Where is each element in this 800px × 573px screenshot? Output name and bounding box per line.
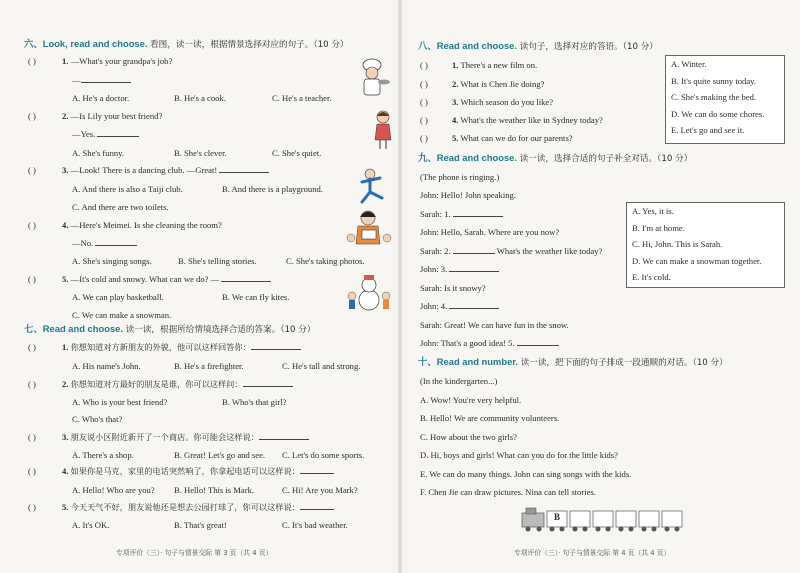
cook-picture	[356, 56, 392, 100]
answer-paren[interactable]: ( )	[28, 379, 36, 389]
q6-3-opt-b: B. And there is a playground.	[222, 184, 323, 194]
q6-1-answer: —	[72, 75, 131, 86]
q6-5-opt-b: B. We can fly kites.	[222, 292, 290, 302]
q6-2-answer: —Yes.	[72, 129, 139, 140]
q6-2-opt-c: C. She's quiet.	[272, 148, 322, 158]
train-first-letter: B	[554, 512, 561, 522]
sec10-item-e: E. We can do many things. John can sing songs with the kids.	[420, 469, 632, 479]
sec8-heading: 八、Read and choose. 读句子，选择对应的答语。（10 分）	[418, 40, 658, 52]
answer-blank[interactable]	[449, 301, 499, 309]
dialog-line: Sarah: 2. What's the weather like today?	[420, 246, 603, 256]
q6-4: 4. —Here's Meimei. Is she cleaning the room?	[62, 220, 222, 230]
dialog-line: John: That's a good idea! 5.	[420, 338, 559, 349]
dancing-picture	[352, 166, 392, 204]
dialog-line: John: Hello, Sarah. Where are you now?	[420, 227, 560, 237]
sec8-opt-a: A. Winter.	[671, 59, 707, 69]
train-answer-boxes	[520, 505, 690, 533]
sec8-opt-b: B. It's quite sunny today.	[671, 75, 757, 86]
girl-telling-stories-picture	[346, 208, 392, 250]
answer-blank[interactable]	[449, 264, 499, 272]
q8-1: 1. There's a new film on.	[452, 60, 538, 70]
answer-paren[interactable]: ( )	[28, 466, 36, 476]
answer-blank[interactable]	[243, 379, 293, 387]
sec9-intro: (The phone is ringing.)	[420, 172, 500, 182]
q6-2-opt-b: B. She's clever.	[174, 148, 227, 158]
answer-paren[interactable]: ( )	[28, 342, 36, 352]
answer-blank[interactable]	[97, 129, 139, 137]
q7-1-opt-b: B. He's a firefighter.	[174, 361, 244, 371]
q6-1: 1. —What's your grandpa's job?	[62, 56, 173, 66]
footer-left: 专项评价（三）· 句子与情景交际 第 3 页（共 4 页）	[116, 549, 273, 557]
answer-paren[interactable]: ( )	[28, 165, 36, 175]
answer-paren[interactable]: ( )	[28, 432, 36, 442]
sec10-item-d: D. Hi, boys and girls! What can you do for the little kids?	[420, 450, 618, 460]
q7-3-opt-a: A. There's a shop.	[72, 450, 134, 460]
q7-3: 3. 朋友说小区附近新开了一个商店。你可能会这样说：	[62, 432, 309, 443]
answer-blank[interactable]	[95, 238, 137, 246]
answer-blank[interactable]	[259, 432, 309, 440]
q7-2: 2. 你想知道对方最好的朋友是谁，你可以这样问：	[62, 379, 293, 390]
answer-paren[interactable]: ( )	[420, 115, 428, 125]
answer-blank[interactable]	[300, 466, 334, 474]
sec9-opt-e: E. It's cold.	[632, 272, 671, 282]
q7-1-opt-a: A. His name's John.	[72, 361, 141, 371]
answer-blank[interactable]	[517, 338, 559, 346]
answer-blank[interactable]	[453, 209, 503, 217]
q6-4-answer: —No.	[72, 238, 137, 249]
q6-4-opt-c: C. She's taking photos.	[286, 256, 365, 266]
answer-blank[interactable]	[251, 342, 301, 350]
q7-1: 1. 你想知道对方新朋友的外貌，他可以这样回答你：	[62, 342, 301, 353]
q6-1-opt-a: A. He's a doctor.	[72, 93, 130, 103]
dialog-line: Sarah: Is it snowy?	[420, 283, 486, 293]
sec8-opt-d: D. We can do some chores.	[671, 108, 765, 119]
answer-paren[interactable]: ( )	[420, 79, 428, 89]
q8-5: 5. What can we do for our parents?	[452, 133, 573, 143]
q7-4-opt-b: B. Hello! This is Mark.	[174, 485, 255, 495]
q7-2-opt-b: B. Who's that girl?	[222, 397, 287, 407]
q7-5: 5. 今天天气不好，朋友说他还是想去公园打球了，你可以这样说：	[62, 502, 334, 513]
answer-paren[interactable]: ( )	[28, 502, 36, 512]
sec10-item-c: C. How about the two girls?	[420, 432, 517, 442]
q7-5-opt-a: A. It's OK.	[72, 520, 110, 530]
answer-blank[interactable]	[453, 246, 495, 254]
q6-1-opt-b: B. He's a cook.	[174, 93, 226, 103]
sec9-opt-d: D. We can make a snowman together.	[632, 255, 762, 266]
q7-4: 4. 如果你是马克，家里的电话突然响了，你拿起电话可以这样说：	[62, 466, 334, 477]
sec10-intro: (In the kindergarten...)	[420, 376, 498, 386]
answer-paren[interactable]: ( )	[28, 220, 36, 230]
sec7-heading: 七、Read and choose. 读一读，根据所给情境选择合适的答案。（10 分）	[24, 323, 316, 335]
answer-paren[interactable]: ( )	[28, 111, 36, 121]
answer-blank[interactable]	[221, 274, 271, 282]
dialog-line: John: Hello! John speaking.	[420, 190, 516, 200]
q7-4-opt-a: A. Hello! Who are you?	[72, 485, 155, 495]
q8-3: 3. Which season do you like?	[452, 97, 554, 107]
q7-5-opt-b: B. That's great!	[174, 520, 227, 530]
q7-1-opt-c: C. He's tall and strong.	[282, 361, 361, 371]
answer-blank[interactable]	[219, 165, 269, 173]
q7-2-opt-c: C. Who's that?	[72, 414, 123, 424]
sec8-opt-c: C. She's making the bed.	[671, 92, 757, 102]
sec9-options-box	[626, 202, 785, 288]
sec9-opt-a: A. Yes, it is.	[632, 206, 674, 216]
answer-paren[interactable]: ( )	[420, 97, 428, 107]
q6-3-opt-c: C. And there are two toilets.	[72, 202, 169, 212]
q7-3-opt-c: C. Let's do some sports.	[282, 450, 365, 460]
sec10-heading: 十、Read and number. 读一读，把下面的句子排成一段通顺的对话。（10 分）	[418, 356, 728, 368]
q6-5-opt-a: A. We can play basketball.	[72, 292, 164, 302]
q6-3-opt-a: A. And there is also a Taiji club.	[72, 184, 183, 194]
q6-2-opt-a: A. She's funny.	[72, 148, 125, 158]
answer-paren[interactable]: ( )	[420, 60, 428, 70]
dialog-line: Sarah: 1.	[420, 209, 503, 220]
sec10-item-f: F. Chen Jie can draw pictures. Nina can tell stories.	[420, 487, 596, 497]
sec10-item-a: A. Wow! You're very helpful.	[420, 395, 522, 405]
q8-2: 2. What is Chen Jie doing?	[452, 79, 545, 89]
sec9-opt-b: B. I'm at home.	[632, 222, 685, 233]
sec6-heading: 六、Look, read and choose. 看图，读一读，根据情景选择对应的句子。（10 分）	[24, 38, 349, 50]
q7-5-opt-c: C. It's bad weather.	[282, 520, 348, 530]
dialog-line: John: 3.	[420, 264, 499, 275]
answer-paren[interactable]: ( )	[28, 56, 36, 66]
q6-2: 2. —Is Lily your best friend?	[62, 111, 163, 121]
q6-3: 3. —Look! There is a dancing club. —Great!	[62, 165, 269, 176]
q6-4-opt-a: A. She's singing songs.	[72, 256, 152, 266]
answer-blank[interactable]	[81, 75, 131, 83]
q7-3-opt-b: B. Great! Let's go and see.	[174, 450, 266, 460]
q6-1-opt-c: C. He's a teacher.	[272, 93, 332, 103]
snowman-picture	[346, 272, 392, 312]
q7-2-opt-a: A. Who is your best friend?	[72, 397, 168, 407]
sec9-opt-c: C. Hi, John. This is Sarah.	[632, 239, 723, 249]
sec8-options-box	[665, 55, 785, 144]
answer-paren[interactable]: ( )	[28, 274, 36, 284]
q6-4-opt-b: B. She's telling stories.	[178, 256, 257, 266]
sec8-opt-e: E. Let's go and see it.	[671, 125, 745, 135]
q6-5: 5. —It's cold and snowy. What can we do? —	[62, 274, 271, 285]
footer-right: 专项评价（三）· 句子与情景交际 第 4 页（共 4 页）	[514, 549, 671, 557]
dialog-line: Sarah: Great! We can have fun in the snow.	[420, 320, 569, 330]
girl-picture	[372, 108, 394, 150]
q8-4: 4. What's the weather like in Sydney today?	[452, 115, 603, 125]
q7-4-opt-c: C. Hi! Are you Mark?	[282, 485, 358, 495]
sec9-heading: 九、Read and choose. 读一读，选择合适的句子补全对话。（10 分）	[418, 152, 693, 164]
answer-paren[interactable]: ( )	[420, 133, 428, 143]
q6-5-opt-c: C. We can make a snowman.	[72, 310, 172, 320]
answer-blank[interactable]	[300, 502, 334, 510]
dialog-line: John: 4.	[420, 301, 499, 312]
right-page	[400, 0, 800, 573]
sec10-item-b: B. Hello! We are community volunteers.	[420, 413, 560, 423]
